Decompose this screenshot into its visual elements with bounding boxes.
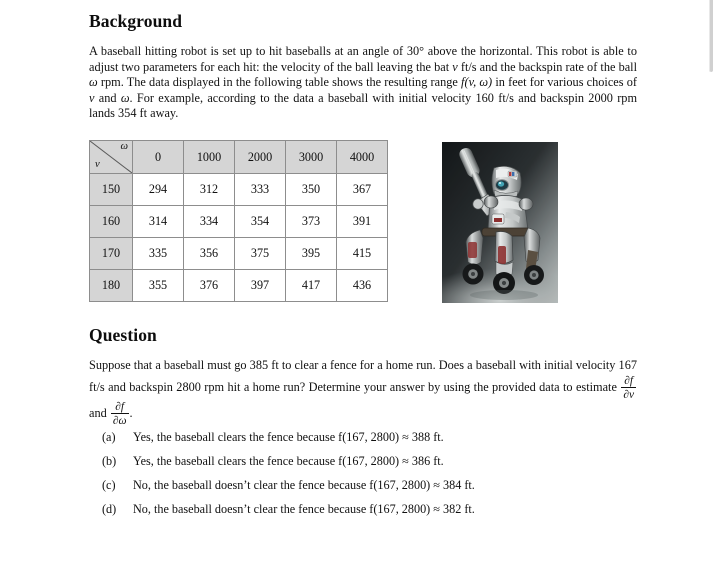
background-text-part-1: A baseball hitting robot is set up to hit baseballs at an angle of 30° above the horizontal. This robot is able to adjust two parameters for each hit: the velocity of the ball leaving the bat <box>89 44 637 74</box>
table-cell: 334 <box>184 206 235 238</box>
table-cell: 314 <box>133 206 184 238</box>
function-f-symbol: f <box>461 75 465 90</box>
table-cell: 436 <box>337 270 388 302</box>
range-data-table <box>89 140 388 302</box>
partial-v-denominator: ∂v <box>623 388 634 401</box>
table-cell: 395 <box>286 238 337 270</box>
question-text-part-2: and <box>89 405 107 420</box>
partial-omega-denominator: ∂ω <box>112 414 127 427</box>
background-text-part-4: in feet for various choices of <box>495 75 637 90</box>
answer-choice-c-label: (c) <box>102 478 116 492</box>
table-row <box>90 174 388 206</box>
table-cell: 417 <box>286 270 337 302</box>
background-text-part-5: and <box>98 90 117 105</box>
table-cell: 375 <box>235 238 286 270</box>
table-cell: 354 <box>235 206 286 238</box>
partial-derivative-f-v <box>621 375 636 401</box>
function-f-arguments: (v, ω) <box>464 75 493 90</box>
vertical-scrollbar-track[interactable] <box>706 0 714 564</box>
table-row <box>90 206 388 238</box>
table-header <box>90 141 388 174</box>
table-cell: 367 <box>337 174 388 206</box>
table-cell: 356 <box>184 238 235 270</box>
table-row <box>90 270 388 302</box>
table-cell: 397 <box>235 270 286 302</box>
variable-v-2: v <box>89 90 95 105</box>
table-cell: 373 <box>286 206 337 238</box>
table-column-variable-label: ω <box>120 141 128 152</box>
answer-choice-b-text: Yes, the baseball clears the fence because f(167, 2800) ≈ 386 ft. <box>133 454 444 468</box>
answer-choice-a-label: (a) <box>102 430 116 444</box>
answer-choice-b-label: (b) <box>102 454 117 468</box>
answer-choice-d-label: (d) <box>102 502 117 516</box>
table-row-header: 170 <box>90 238 133 270</box>
table-column-header: 1000 <box>184 141 235 174</box>
table-cell: 350 <box>286 174 337 206</box>
background-heading: Background <box>89 11 183 31</box>
answer-choice-list <box>102 431 637 527</box>
answer-choice-b[interactable] <box>102 455 637 479</box>
table-header-row <box>90 141 388 174</box>
table-column-header: 0 <box>133 141 184 174</box>
answer-choice-a-text: Yes, the baseball clears the fence because f(167, 2800) ≈ 388 ft. <box>133 430 444 444</box>
background-paragraph <box>89 44 637 122</box>
table-row <box>90 238 388 270</box>
question-heading: Question <box>89 325 157 345</box>
robot-illustration-icon <box>442 142 558 303</box>
background-text-part-3: rpm. The data displayed in the following table shows the resulting range <box>100 75 458 90</box>
table-column-header: 3000 <box>286 141 337 174</box>
table-cell: 391 <box>337 206 388 238</box>
table-row-header: 160 <box>90 206 133 238</box>
question-text-part-1: Suppose that a baseball must go 385 ft to clear a fence for a home run. Does a baseball with initial velocity 167 ft/s and backspin 2800 rpm hit a home run? Determine your answer by using the provided data to estimate <box>89 358 637 394</box>
table-cell: 294 <box>133 174 184 206</box>
variable-omega-1: ω <box>89 75 98 90</box>
vertical-scrollbar-thumb[interactable] <box>709 0 713 72</box>
partial-f-numerator-1: ∂f <box>621 375 636 389</box>
range-data-table-wrapper <box>89 140 388 302</box>
table-column-header: 4000 <box>337 141 388 174</box>
table-cell: 355 <box>133 270 184 302</box>
variable-v-1: v <box>452 59 458 74</box>
robot-figure <box>442 142 558 303</box>
table-row-variable-label: v <box>95 159 100 171</box>
background-text-part-6: . For example, according to the data a baseball with initial velocity 160 ft/s and backspin 2000 rpm lands 354 ft away. <box>89 90 638 121</box>
partial-f-numerator-2: ∂f <box>111 401 129 415</box>
question-text-part-3: . <box>129 405 133 420</box>
answer-choice-d-text: No, the baseball doesn’t clear the fence because f(167, 2800) ≈ 382 ft. <box>133 502 475 516</box>
answer-choice-d[interactable] <box>102 503 637 527</box>
table-column-header: 2000 <box>235 141 286 174</box>
answer-choice-c[interactable] <box>102 479 637 503</box>
table-row-header: 180 <box>90 270 133 302</box>
question-paragraph <box>89 358 637 426</box>
table-cell: 312 <box>184 174 235 206</box>
variable-omega-2: ω <box>120 90 130 105</box>
table-cell: 376 <box>184 270 235 302</box>
background-text-part-2: ft/s and the backspin rate of the ball <box>460 59 638 74</box>
table-corner-cell <box>90 141 133 174</box>
table-row-header: 150 <box>90 174 133 206</box>
answer-choice-a[interactable] <box>102 431 637 455</box>
table-body <box>90 174 388 302</box>
table-cell: 415 <box>337 238 388 270</box>
table-cell: 335 <box>133 238 184 270</box>
partial-derivative-f-omega <box>111 401 129 427</box>
answer-choice-c-text: No, the baseball doesn’t clear the fence because f(167, 2800) ≈ 384 ft. <box>133 478 475 492</box>
table-cell: 333 <box>235 174 286 206</box>
